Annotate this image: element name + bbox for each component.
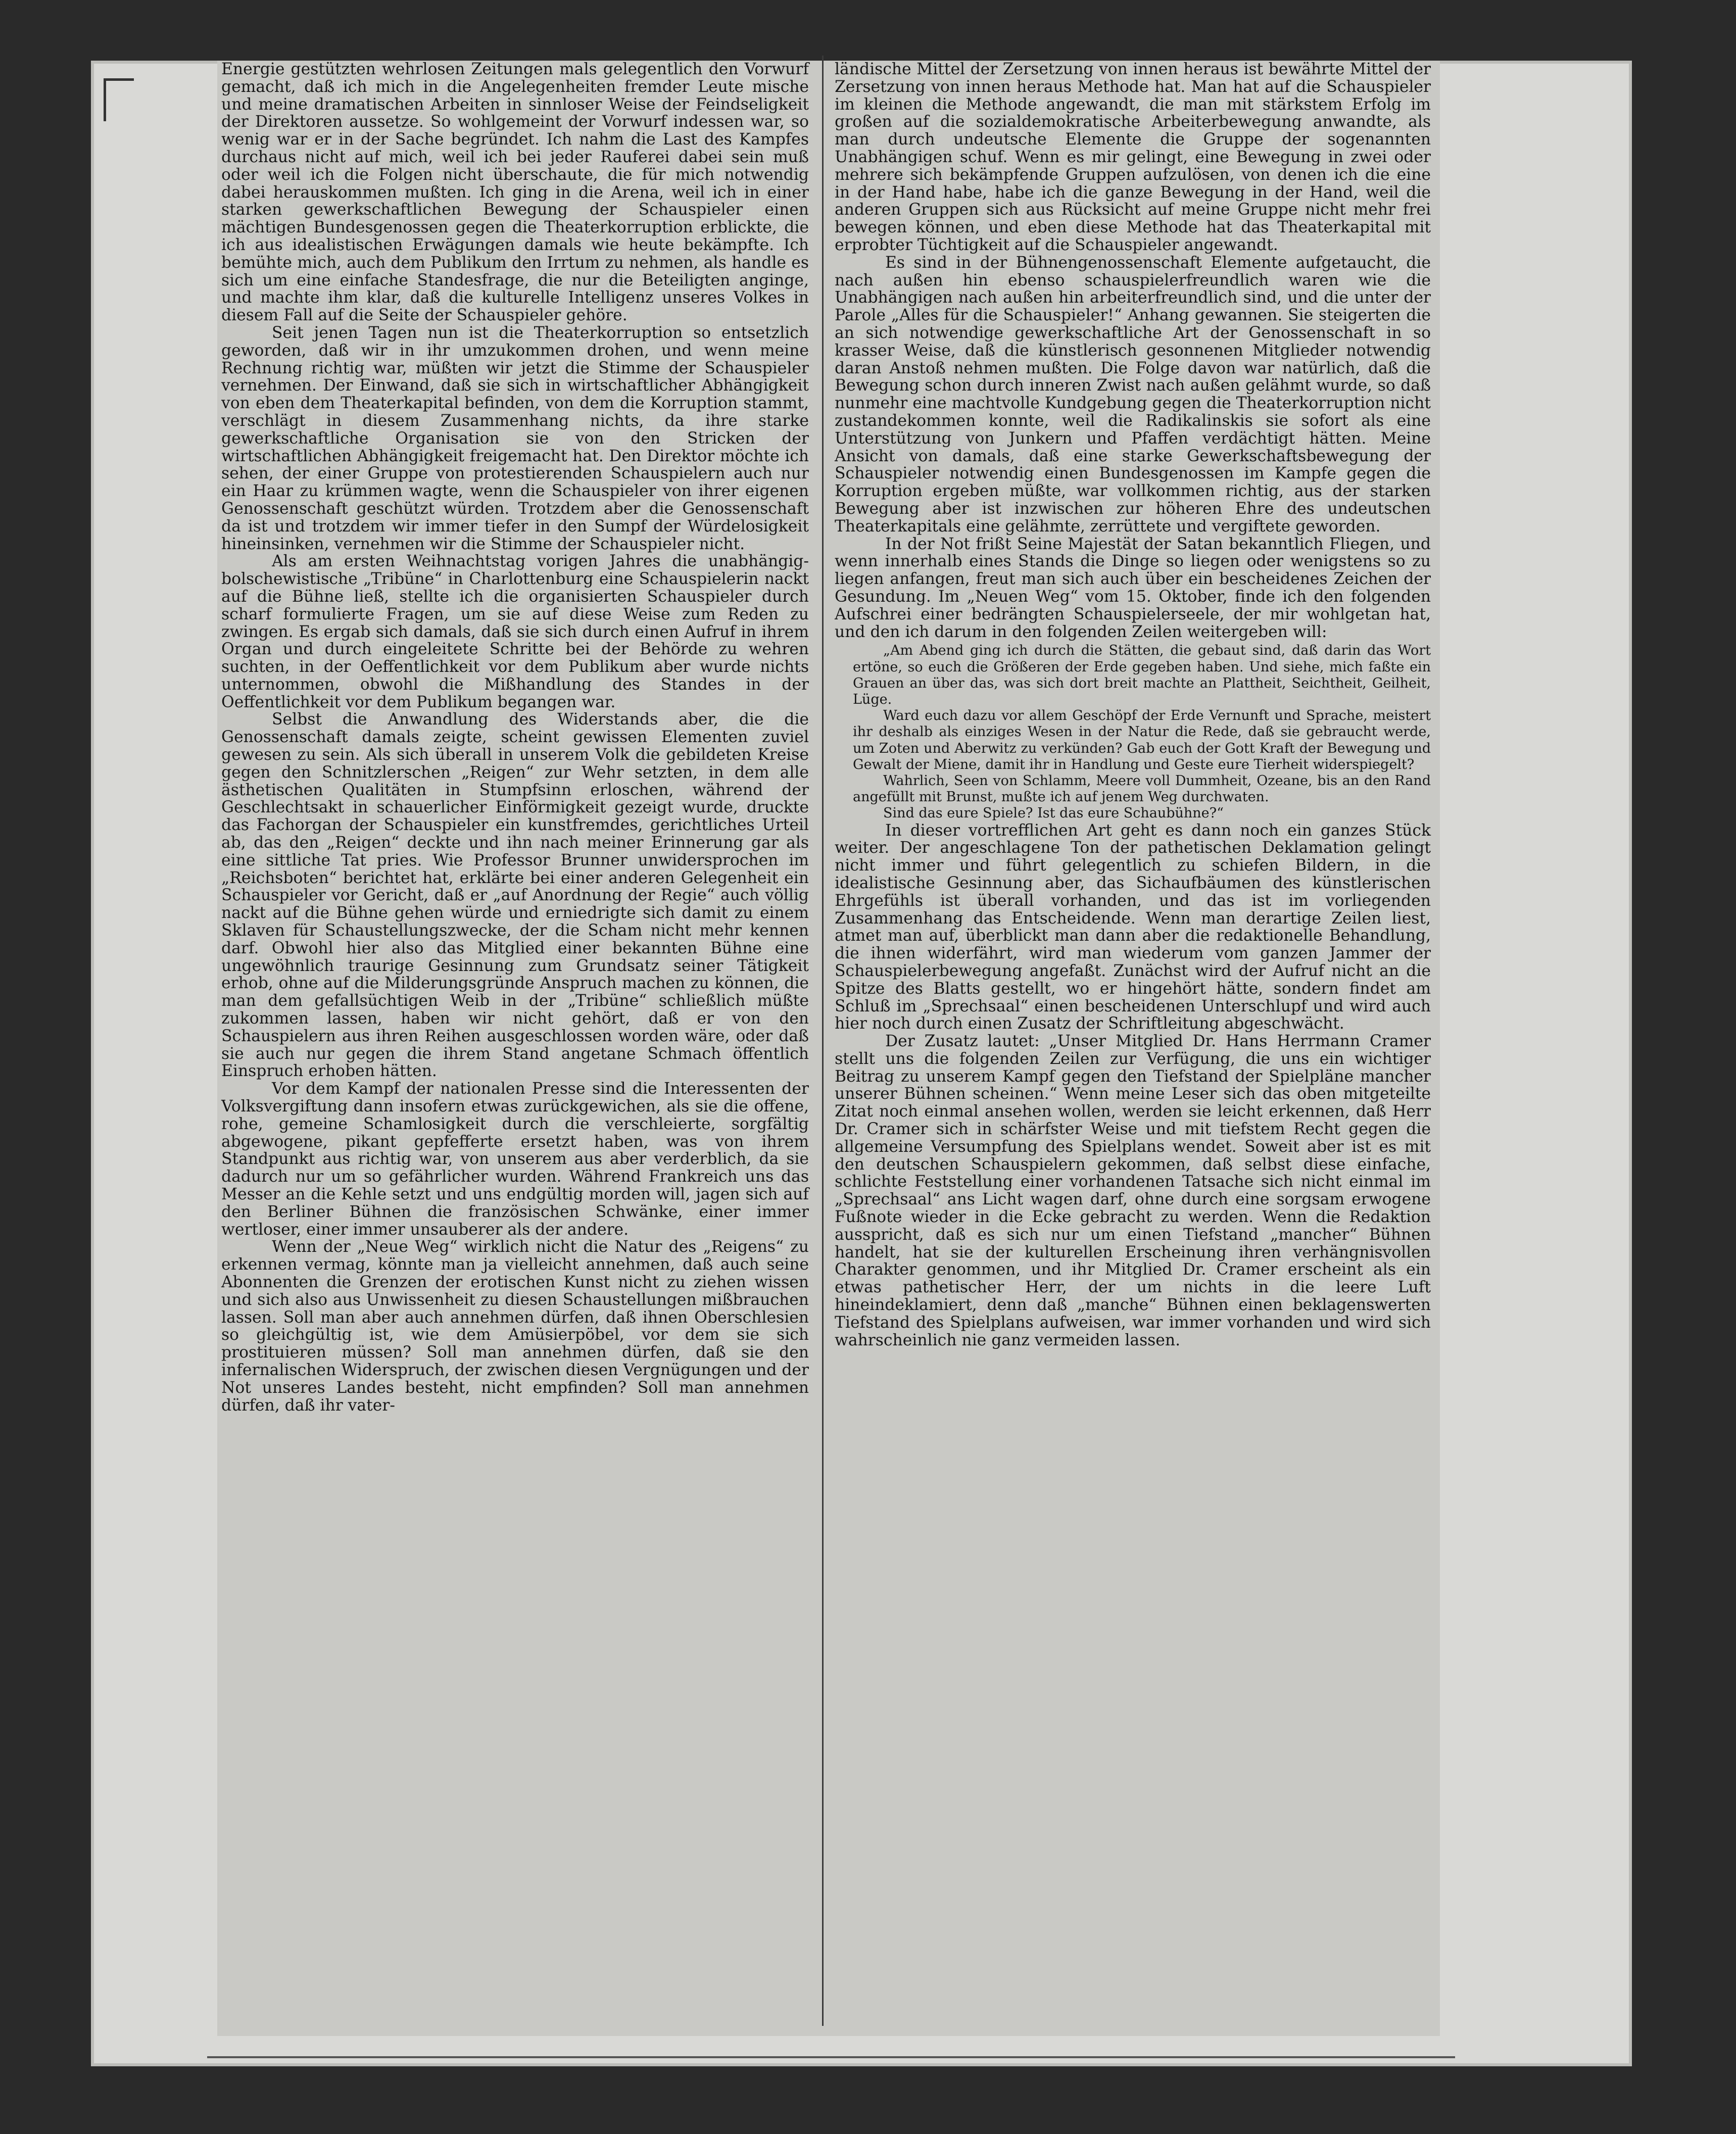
clipping-frame-bottom — [207, 2056, 1455, 2058]
quote-paragraph: Wahrlich, Seen von Schlamm, Meere voll Dummheit, Ozeane, bis an den Rand angefüllt mit Brunst, mußte ich auf jenem Weg durchwaten. — [853, 772, 1431, 805]
paragraph: In dieser vortrefflichen Art geht es dann noch ein ganzes Stück weiter. Der angeschlagene Ton der pathetischen Deklamation gelingt nicht immer und führt gelegentlich zu schiefen Bildern, in die idealistische Gesinnung aber, das Sichaufbäumen des künstlerischen Ehrgefühls ist überall vorhanden, und das ist im vorliegenden Zusammenhang das Entscheidende. Wenn man derartige Zeilen liest, atmet man auf, überblickt man dann aber die redaktionelle Behandlung, die ihnen widerfährt, wird man wiederum vom ganzen Jammer der Schauspielerbewegung angefaßt. Zunächst wird der Aufruf nicht an die Spitze des Blatts gestellt, wo er hingehört hätte, sondern findet am Schluß im „Sprechsaal“ einen bescheidenen Unterschlupf und wird auch hier noch durch einen Zusatz der Schriftleitung abgeschwächt. — [835, 821, 1431, 1033]
left-column — [221, 61, 809, 1414]
paragraph: In der Not frißt Seine Majestät der Satan bekanntlich Fliegen, und wenn innerhalb eines Stands die Dinge so liegen oder wenigstens so zu liegen anfangen, freut man sich auch über ein bescheidenes Zeichen der Gesundung. Im „Neuen Weg“ vom 15. Oktober, finde ich den folgenden Aufschrei einer bedrängten Schauspielerseele, der mir wohlgetan hat, und den ich darum in den folgenden Zeilen weitergeben will: — [835, 535, 1431, 641]
paragraph: Selbst die Anwandlung des Widerstands aber, die die Genossenschaft damals zeigte, scheint gewissen Elementen zuviel gewesen zu sein. Als sich überall in unserem Volk die gebildeten Kreise gegen den Schnitzlerschen „Reigen“ zur Wehr setzten, in dem alle ästhetischen Qualitäten in Stumpfsinn erloschen, während der Geschlechtsakt in schauerlicher Einförmigkeit gezeigt wurde, druckte das Fachorgan der Schauspieler ein kunstfremdes, gerichtliches Urteil ab, das den „Reigen“ deckte und ihn nach meiner Erinnerung gar als eine sittliche Tat pries. Wie Professor Brunner unwidersprochen im „Reichsboten“ berichtet hat, erklärte bei einer anderen Gelegenheit ein Schauspieler vor Gericht, daß er „auf Anordnung der Regie“ auch völlig nackt auf die Bühne gehen würde und erniedrigte sich damit zu einem Sklaven für Schaustellungszwecke, der die Scham nicht mehr kennen darf. Obwohl hier also das Mitglied einer bekannten Bühne eine ungewöhnlich traurige Gesinnung zum Grundsatz seiner Tätigkeit erhob, ohne auf die Milderungsgründe Anspruch machen zu können, die man dem gefallsüchtigen Weib in der „Tribüne“ schließlich müßte zukommen lassen, haben wir nicht gehört, daß er von den Schauspielern aus ihren Reihen ausgeschlossen worden wäre, oder daß sie auch nur gegen die ihrem Stand angetane Schmach öffentlich Einspruch erhoben hätten. — [221, 710, 809, 1081]
column-rule — [822, 56, 824, 2026]
right-column — [835, 61, 1431, 1349]
paragraph: Wenn der „Neue Weg“ wirklich nicht die Natur des „Reigens“ zu erkennen vermag, könnte man ja vielleicht annehmen, daß auch seine Abonnenten die Grenzen der erotischen Kunst nicht zu ziehen wissen und sich also aus Unwissenheit zu diesen Schaustellungen mißbrauchen lassen. Soll man aber auch annehmen dürfen, daß ihnen Oberschlesien so gleichgültig ist, wie dem Amüsierpöbel, vor dem sie sich prostituieren müssen? Soll man annehmen dürfen, daß sie den infernalischen Widerspruch, der zwischen diesen Vergnügungen und der Not unseres Landes besteht, nicht empfinden? Soll man annehmen dürfen, daß ihr vater- — [221, 1238, 809, 1415]
crop-mark — [104, 78, 134, 121]
paragraph: Energie gestützten wehrlosen Zeitungen mals gelegentlich den Vorwurf gemacht, daß ich mich in die Angelegenheiten fremder Leute mische und meine dramatischen Arbeiten in sinnloser Weise der Feindseligkeit der Direktoren aussetze. So wohlgemeint der Vorwurf indessen war, so wenig war er in der Sache begründet. Ich nahm die Last des Kampfes durchaus nicht auf mich, weil ich bei jeder Rauferei dabei sein muß oder weil ich die Folgen nicht überschaute, die für mich notwendig dabei herauskommen mußten. Ich ging in die Arena, weil ich in einer starken gewerkschaftlichen Bewegung der Schauspieler einen mächtigen Bundesgenossen gegen die Theaterkorruption erblickte, die ich aus idealistischen Erwägungen damals wie heute bekämpfte. Ich bemühte mich, auch dem Publikum den Irrtum zu nehmen, als handle es sich um eine einfache Standesfrage, die nur die Beteiligten anginge, und machte ihm klar, daß die kulturelle Intelligenz unseres Volkes in diesem Fall auf die Seite der Schauspieler gehöre. — [221, 60, 809, 325]
paragraph: Als am ersten Weihnachtstag vorigen Jahres die unabhängig-bolschewistische „Tribüne“ in Charlottenburg eine Schauspielerin nackt auf die Bühne ließ, stellte ich die organisierten Schauspieler durch scharf formulierte Fragen, um sie auf diese Weise zum Reden zu zwingen. Es ergab sich damals, daß sie sich durch einen Aufruf in ihrem Organ und durch eingeleitete Schritte bei der Behörde zu wehren suchten, in der Oeffentlichkeit vor dem Publikum aber wurde nichts unternommen, obwohl die Mißhandlung des Standes in der Oeffentlichkeit vor dem Publikum begangen war. — [221, 552, 809, 711]
quote-paragraph: „Am Abend ging ich durch die Stätten, die gebaut sind, daß darin das Wort ertöne, so euch die Größeren der Erde gegeben haben. Und siehe, mich faßte ein Grauen an über das, was sich dort breit machte an Plattheit, Seichtheit, Geilheit, Lüge. — [853, 643, 1431, 707]
paragraph: Der Zusatz lautet: „Unser Mitglied Dr. Hans Herrmann Cramer stellt uns die folgenden Zeilen zur Verfügung, die uns ein wichtiger Beitrag zu unserem Kampf gegen den Tiefstand der Spielpläne mancher unserer Bühnen scheinen.“ Wenn meine Leser sich das oben mitgeteilte Zitat noch einmal ansehen wollen, werden sie leicht erkennen, daß Herr Dr. Cramer sich in schärfster Weise und mit tiefstem Recht gegen die allgemeine Versumpfung des Spielplans wendet. Soweit aber ist es mit den deutschen Schauspielern gekommen, daß selbst diese einfache, schlichte Feststellung einer vorhandenen Tatsache sich nicht einmal im „Sprechsaal“ ans Licht wagen darf, ohne durch eine sorgsam erwogene Fußnote wieder in die Ecke gebracht zu werden. Wenn die Redaktion ausspricht, daß es sich nur um einen Tiefstand „mancher“ Bühnen handelt, hat sie der kulturellen Erscheinung ihren verhängnisvollen Charakter genommen, und ihr Mitglied Dr. Cramer erscheint als ein etwas pathetischer Herr, der um nichts in die leere Luft hineindeklamiert, denn daß „manche“ Bühnen einen beklagenswerten Tiefstand des Spielplans aufweisen, war immer vorhanden und wird sich wahrscheinlich nie ganz vermeiden lassen. — [835, 1032, 1431, 1349]
quote-paragraph: Ward euch dazu vor allem Geschöpf der Erde Vernunft und Sprache, meistert ihr deshalb als einziges Wesen in der Natur die Rede, daß sie gebraucht werde, um Zoten und Aberwitz zu verkünden? Gab euch der Gott Kraft der Bewegung und Gewalt der Miene, damit ihr in Handlung und Geste eure Tierheit widerspiegelt? — [853, 708, 1431, 772]
paragraph: Es sind in der Bühnengenossenschaft Elemente aufgetaucht, die nach außen hin ebenso schauspielerfreundlich waren wie die Unabhängigen nach außen hin arbeiterfreundlich sind, und die unter der Parole „Alles für die Schauspieler!“ Anhang gewannen. Sie steigerten die an sich notwendige gewerkschaftliche Art der Genossenschaft in so krasser Weise, daß die künstlerisch gesonnenen Mitglieder notwendig daran Anstoß nehmen mußten. Die Folge davon war natürlich, daß die Bewegung schon durch inneren Zwist nach außen gelähmt wurde, so daß nunmehr eine machtvolle Kundgebung gegen die Theaterkorruption nicht zustandekommen konnte, weil die Radikalinskis sie sofort als eine Unterstützung von Junkern und Pfaffen verdächtigt hätten. Meine Ansicht von damals, daß eine starke Gewerkschaftsbewegung der Schauspieler notwendig einen Bundesgenossen im Kampfe gegen die Korruption ergeben müßte, war vollkommen richtig, aus der starken Bewegung aber ist inzwischen zur höheren Ehre des undeutschen Theaterkapitals eine gelähmte, zerrüttete und vergiftete geworden. — [835, 253, 1431, 536]
paragraph: Seit jenen Tagen nun ist die Theaterkorruption so entsetzlich geworden, daß wir in ihr umzukommen drohen, und wenn meine Rechnung richtig war, müßten wir jetzt die Stimme der Schauspieler vernehmen. Der Einwand, daß sie sich in wirtschaftlicher Abhängigkeit von eben dem Theaterkapital befinden, von dem die Korruption stammt, verschlägt in diesem Zusammenhang nichts, da ihre starke gewerkschaftliche Organisation sie von den Stricken der wirtschaftlichen Abhängigkeit freigemacht hat. Den Direktor möchte ich sehen, der einer Gruppe von protestierenden Schauspielern auch nur ein Haar zu krümmen wagte, wenn die Schauspieler von ihrer eigenen Genossenschaft geschützt würden. Trotzdem aber die Genossenschaft da ist und trotzdem wir immer tiefer in den Sumpf der Würdelosigkeit hineinsinken, vernehmen wir die Stimme der Schauspieler nicht. — [221, 323, 809, 553]
paragraph: Vor dem Kampf der nationalen Presse sind die Interessenten der Volksvergiftung dann insofern etwas zurückgewichen, als sie die offene, rohe, gemeine Schamlosigkeit durch die verschleierte, sorgfältig abgewogene, pikant gepfefferte ersetzt haben, was von ihrem Standpunkt aus richtig war, von unserem aus aber verderblich, da sie dadurch nur um so gefährlicher wurden. Während Frankreich uns das Messer an die Kehle setzt und uns endgültig morden will, jagen sich auf den Berliner Bühnen die französischen Schwänke, einer immer wertloser, einer immer unsauberer als der andere. — [221, 1080, 809, 1239]
paragraph: ländische Mittel der Zersetzung von innen heraus ist bewährte Mittel der Zersetzung von innen heraus Methode hat. Man hat auf die Schauspieler im kleinen die Methode angewandt, die man mit stärkstem Erfolg im großen auf die sozialdemokratische Arbeiterbewegung anwandte, als man durch undeutsche Elemente die Gruppe der sogenannten Unabhängigen schuf. Wenn es mir gelingt, eine Bewegung in zwei oder mehrere sich bekämpfende Gruppen aufzulösen, von denen ich die eine in der Hand habe, habe ich die ganze Bewegung in der Hand, weil die anderen Gruppen sich aus Rücksicht auf meine Gruppe nicht mehr frei bewegen können, und eben diese Methode hat das Theaterkapital mit erprobter Tüchtigkeit auf die Schauspieler angewandt. — [835, 60, 1431, 254]
quote-paragraph: Sind das eure Spiele? Ist das eure Schaubühne?“ — [883, 805, 1224, 821]
